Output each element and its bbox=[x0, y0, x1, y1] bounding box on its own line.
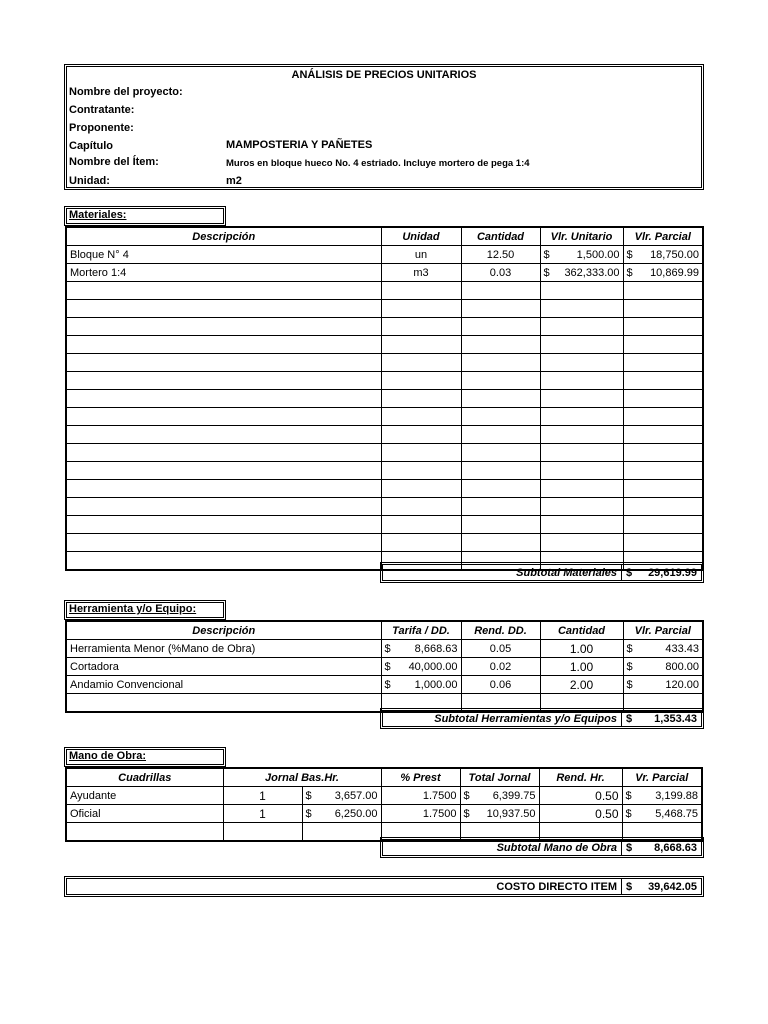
col-unidad: Unidad bbox=[381, 227, 461, 246]
labor-prest: 1.7500 bbox=[381, 805, 460, 823]
material-desc: Bloque N° 4 bbox=[66, 246, 381, 264]
tool-rate: $ 40,000.00 bbox=[381, 658, 461, 676]
col-vlr-unitario: Vlr. Unitario bbox=[540, 227, 623, 246]
table-row bbox=[66, 498, 703, 516]
table-row bbox=[66, 658, 703, 676]
header-box bbox=[64, 64, 704, 190]
project-label: Nombre del proyecto: bbox=[69, 86, 183, 98]
table-row bbox=[66, 640, 703, 658]
col-tarifa: Tarifa / DD. bbox=[381, 621, 461, 640]
unit-label: Unidad: bbox=[69, 175, 110, 187]
tools-table bbox=[65, 620, 704, 713]
table-row bbox=[66, 480, 703, 498]
table-row bbox=[66, 246, 703, 264]
table-row bbox=[66, 336, 703, 354]
col-vlr-parcial: Vlr. Parcial bbox=[623, 227, 703, 246]
total-value: 39,642.05 bbox=[648, 880, 697, 893]
tool-desc: Andamio Convencional bbox=[66, 676, 381, 694]
tools-subtotal-value: 1,353.43 bbox=[654, 712, 697, 725]
tools-subtotal: Subtotal Herramientas y/o Equipos $ 1,353.43 bbox=[380, 708, 704, 729]
table-row bbox=[66, 372, 703, 390]
table-row bbox=[66, 534, 703, 552]
contractor-label: Contratante: bbox=[69, 104, 135, 116]
col-cuadrillas: Cuadrillas bbox=[66, 768, 223, 787]
col-prest: % Prest bbox=[381, 768, 460, 787]
labor-wage: $ 6,250.00 bbox=[302, 805, 381, 823]
labor-crew: Ayudante bbox=[66, 787, 223, 805]
tool-rend: 0.02 bbox=[461, 658, 540, 676]
table-header-row bbox=[66, 768, 702, 787]
labor-total: $ 6,399.75 bbox=[460, 787, 539, 805]
material-partial: $ 18,750.00 bbox=[623, 246, 703, 264]
material-unit: un bbox=[381, 246, 461, 264]
material-unit-price: $ 1,500.00 bbox=[540, 246, 623, 264]
material-partial: $ 10,869.99 bbox=[623, 264, 703, 282]
col-cantidad: Cantidad bbox=[540, 621, 623, 640]
labor-section-label: Mano de Obra: bbox=[64, 747, 226, 767]
tool-qty: 1.00 bbox=[540, 640, 623, 658]
table-row bbox=[66, 408, 703, 426]
tool-qty: 2.00 bbox=[540, 676, 623, 694]
table-row bbox=[66, 300, 703, 318]
table-row bbox=[66, 787, 702, 805]
materials-section-label: Materiales: bbox=[64, 206, 226, 226]
table-row bbox=[66, 444, 703, 462]
table-row bbox=[66, 264, 703, 282]
table-row bbox=[66, 462, 703, 480]
col-vlr-parcial: Vlr. Parcial bbox=[623, 621, 703, 640]
labor-table bbox=[65, 767, 703, 842]
table-row bbox=[66, 516, 703, 534]
material-desc: Mortero 1:4 bbox=[66, 264, 381, 282]
labor-partial: $ 5,468.75 bbox=[622, 805, 702, 823]
table-row bbox=[66, 282, 703, 300]
table-row bbox=[66, 318, 703, 336]
table-row bbox=[66, 426, 703, 444]
materials-subtotal: Subtotal Materiales $ 29,619.99 bbox=[380, 562, 704, 583]
table-row bbox=[66, 354, 703, 372]
tool-rate: $ 8,668.63 bbox=[381, 640, 461, 658]
labor-rend: 0.50 bbox=[539, 787, 622, 805]
tool-partial: $ 800.00 bbox=[623, 658, 703, 676]
labor-partial: $ 3,199.88 bbox=[622, 787, 702, 805]
tool-rend: 0.05 bbox=[461, 640, 540, 658]
col-rend: Rend. DD. bbox=[461, 621, 540, 640]
labor-wage: $ 3,657.00 bbox=[302, 787, 381, 805]
table-header-row bbox=[66, 621, 703, 640]
labor-subtotal: Subtotal Mano de Obra $ 8,668.63 bbox=[380, 837, 704, 858]
table-row bbox=[66, 676, 703, 694]
tools-section-label: Herramienta y/o Equipo: bbox=[64, 600, 226, 620]
tool-desc: Herramienta Menor (%Mano de Obra) bbox=[66, 640, 381, 658]
col-cantidad: Cantidad bbox=[461, 227, 540, 246]
col-jornal: Jornal Bas.Hr. bbox=[223, 768, 381, 787]
unit-value: m2 bbox=[226, 175, 242, 187]
item-value: Muros en bloque hueco No. 4 estriado. Incluye mortero de pega 1:4 bbox=[226, 158, 530, 169]
table-row bbox=[66, 390, 703, 408]
table-header-row bbox=[66, 227, 703, 246]
proponent-label: Proponente: bbox=[69, 122, 134, 134]
tool-desc: Cortadora bbox=[66, 658, 381, 676]
material-unit-price: $ 362,333.00 bbox=[540, 264, 623, 282]
tool-partial: $ 120.00 bbox=[623, 676, 703, 694]
tool-rate: $ 1,000.00 bbox=[381, 676, 461, 694]
material-unit: m3 bbox=[381, 264, 461, 282]
materials-subtotal-value: 29,619.99 bbox=[648, 566, 697, 579]
document-title: ANÁLISIS DE PRECIOS UNITARIOS bbox=[291, 69, 477, 81]
tool-partial: $ 433.43 bbox=[623, 640, 703, 658]
labor-crew: Oficial bbox=[66, 805, 223, 823]
labor-count: 1 bbox=[223, 805, 302, 823]
labor-total: $ 10,937.50 bbox=[460, 805, 539, 823]
labor-count: 1 bbox=[223, 787, 302, 805]
material-qty: 0.03 bbox=[461, 264, 540, 282]
chapter-value: MAMPOSTERIA Y PAÑETES bbox=[226, 139, 373, 151]
item-label: Nombre del Ítem: bbox=[69, 156, 159, 168]
table-row bbox=[66, 805, 702, 823]
col-rend: Rend. Hr. bbox=[539, 768, 622, 787]
labor-rend: 0.50 bbox=[539, 805, 622, 823]
materials-table bbox=[65, 226, 704, 571]
col-descripcion: Descripción bbox=[66, 227, 381, 246]
col-vr-parcial: Vr. Parcial bbox=[622, 768, 702, 787]
total-direct-cost: COSTO DIRECTO ITEM $ 39,642.05 bbox=[64, 876, 704, 897]
tool-rend: 0.06 bbox=[461, 676, 540, 694]
labor-subtotal-value: 8,668.63 bbox=[654, 841, 697, 854]
tool-qty: 1.00 bbox=[540, 658, 623, 676]
col-total-jornal: Total Jornal bbox=[460, 768, 539, 787]
material-qty: 12.50 bbox=[461, 246, 540, 264]
labor-prest: 1.7500 bbox=[381, 787, 460, 805]
chapter-label: Capítulo bbox=[69, 140, 113, 152]
col-descripcion: Descripción bbox=[66, 621, 381, 640]
